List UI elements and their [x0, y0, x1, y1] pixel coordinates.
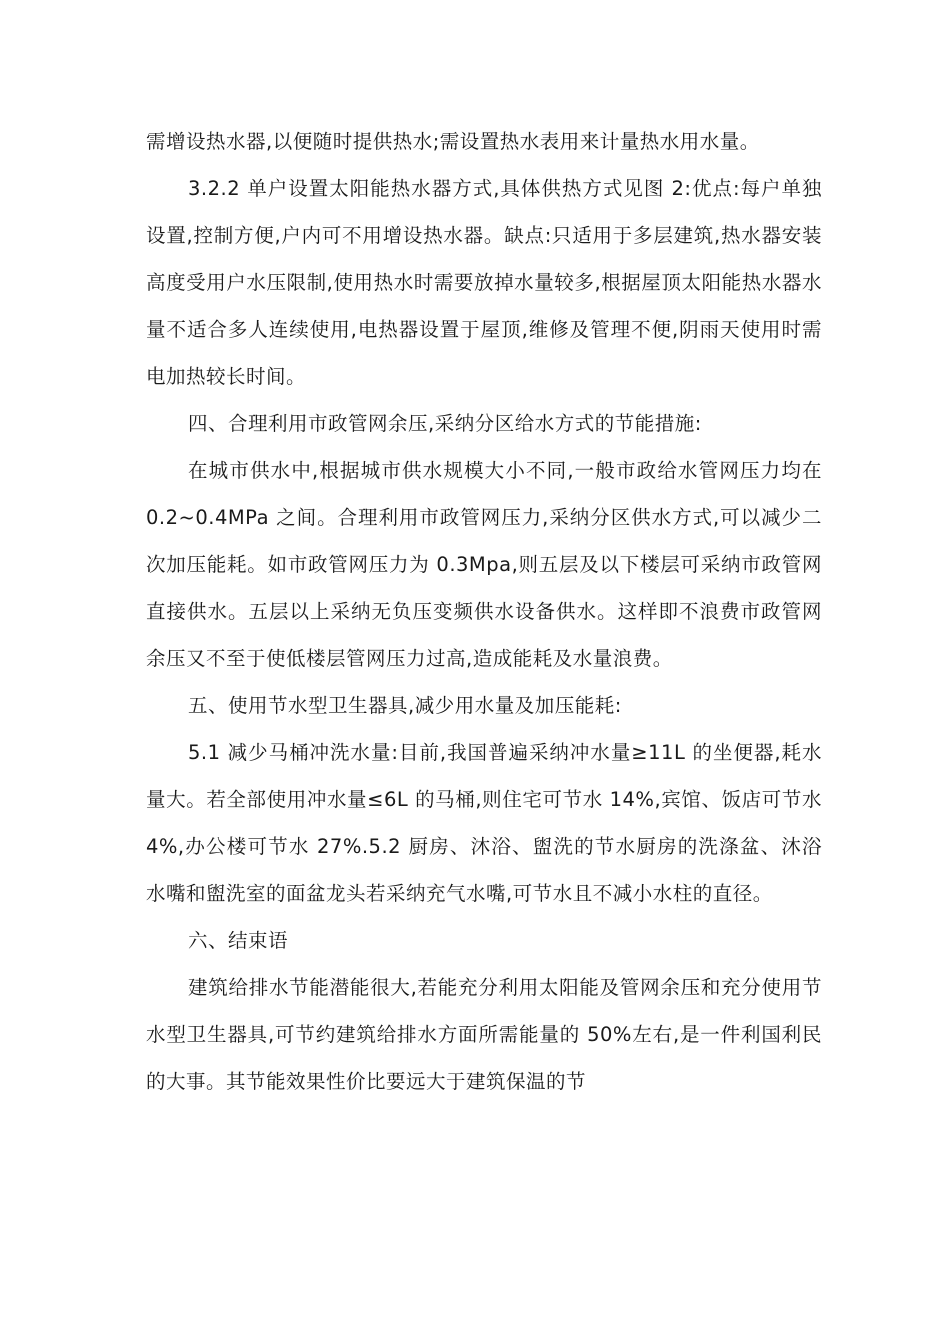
document-body: [146, 118, 822, 1105]
paragraph-water-saving-fixtures: 5.1 减少马桶冲洗水量:目前,我国普遍采纳冲水量≥11L 的坐便器,耗水量大。若全部使用冲水量≤6L 的马桶,则住宅可节水 14%,宾馆、饭店可节水 4%,办公楼可节水 27%.5.2 厨房、沐浴、盥洗的节水厨房的洗涤盆、沐浴水嘴和盥洗室的面盆龙头若采纳充气水嘴,可节水且不减小水柱的直径。: [146, 741, 822, 905]
section-heading-six: 六、结束语: [188, 929, 289, 952]
paragraph-hot-water-meter: 需增设热水器,以便随时提供热水;需设置热水表用来计量热水用水量。: [146, 130, 760, 153]
paragraph-solar-heater-per-household: 3.2.2 单户设置太阳能热水器方式,具体供热方式见图 2:优点:每户单独设置,控制方便,户内可不用增设热水器。缺点:只适用于多层建筑,热水器安装高度受用户水压限制,使用热水时需要放掉水量较多,根据屋顶太阳能热水器水量不适合多人连续使用,电热器设置于屋顶,维修及管理不便,阴雨天使用时需电加热较长时间。: [146, 177, 822, 388]
section-heading-five: 五、使用节水型卫生器具,减少用水量及加压能耗:: [188, 694, 622, 717]
paragraph-municipal-pressure: 在城市供水中,根据城市供水规模大小不同,一般市政给水管网压力均在 0.2~0.4MPa 之间。合理利用市政管网压力,采纳分区供水方式,可以减少二次加压能耗。如市政管网压力为 0.3Mpa,则五层及以下楼层可采纳市政管网直接供水。五层以上采纳无负压变频供水设备供水。这样即不浪费市政管网余压又不至于使低楼层管网压力过高,造成能耗及水量浪费。: [146, 459, 822, 670]
paragraph-conclusion: 建筑给排水节能潜能很大,若能充分利用太阳能及管网余压和充分使用节水型卫生器具,可节约建筑给排水方面所需能量的 50%左右,是一件利国利民的大事。其节能效果性价比要远大于建筑保温的节: [146, 976, 822, 1093]
section-heading-four: 四、合理利用市政管网余压,采纳分区给水方式的节能措施:: [188, 412, 702, 435]
